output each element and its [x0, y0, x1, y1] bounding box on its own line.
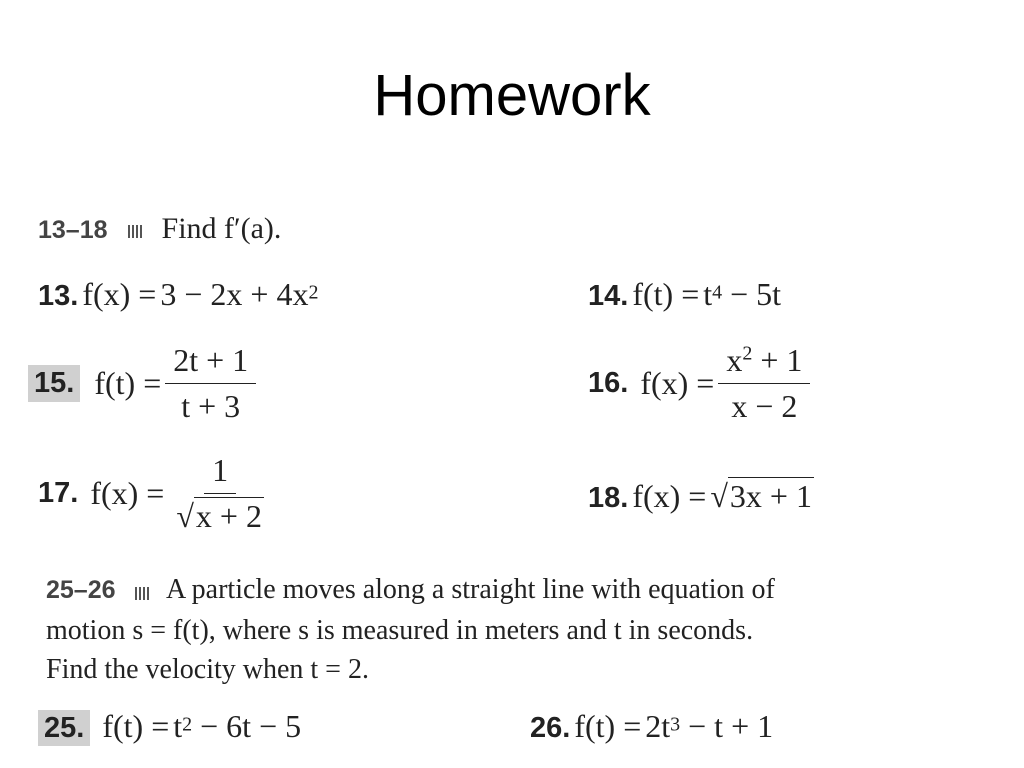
exponent: 3 [670, 713, 681, 736]
sqrt-icon: √ [176, 498, 194, 534]
denominator: x − 2 [731, 388, 798, 424]
problem-number: 17. [38, 477, 79, 509]
problem-lhs: f(x) = [640, 365, 715, 401]
problem-number: 26. [530, 712, 571, 744]
fraction [718, 342, 810, 425]
problem-expression: t [703, 276, 713, 312]
problem-expression: t [173, 708, 183, 744]
numerator-base: x [726, 342, 743, 378]
problem-expression-tail: − 6t − 5 [192, 708, 302, 744]
problem-number: 16. [588, 367, 629, 399]
problem-number-highlighted: 15. [28, 365, 80, 402]
problem-lhs: f(t) = [632, 276, 700, 312]
numerator: 1 [204, 452, 236, 494]
section-header-13-18 [38, 212, 281, 246]
section-instruction: Find f′(a). [161, 212, 282, 245]
problem-lhs: f(x) = [82, 276, 157, 312]
page-title: Homework [373, 63, 651, 128]
section-range: 25–26 [46, 576, 116, 604]
problem-lhs: f(x) = [632, 478, 707, 514]
problem-expression: 2t [645, 708, 671, 744]
problem-expression: 3 − 2x + 4x [160, 276, 309, 312]
fraction [165, 342, 256, 425]
section-range: 13–18 [38, 216, 108, 244]
exponent: 2 [182, 713, 193, 736]
problem-number: 14. [588, 280, 629, 312]
paragraph-line-1 [46, 570, 775, 611]
paragraph-text: A particle moves along a straight line with equation of [166, 574, 775, 605]
problem-expression-tail: − 5t [722, 276, 782, 312]
problem-18 [588, 478, 814, 515]
fraction [168, 452, 272, 535]
denominator: t + 3 [181, 388, 241, 424]
problem-expression-tail: − t + 1 [680, 708, 774, 744]
problem-lhs: f(t) = [94, 365, 162, 401]
problem-lhs: f(t) = [574, 708, 642, 744]
problem-number-highlighted: 25. [38, 710, 90, 746]
sqrt-icon: √ [710, 478, 728, 514]
problem-13 [38, 276, 318, 313]
exponent: 2 [742, 342, 753, 365]
problem-15 [34, 342, 260, 425]
section-header-25-26 [46, 570, 775, 689]
paragraph-line-3: Find the velocity when t = 2. [46, 654, 369, 686]
problem-number: 13. [38, 280, 79, 312]
problem-25 [44, 708, 301, 745]
problem-number: 18. [588, 482, 629, 514]
numerator-tail: + 1 [752, 342, 803, 378]
radicand: x + 2 [195, 498, 262, 534]
radicand: 3x + 1 [729, 478, 812, 514]
problem-14 [588, 276, 781, 313]
problem-26 [530, 708, 773, 745]
problem-lhs: f(x) = [90, 475, 165, 511]
exponent: 2 [308, 281, 319, 304]
problem-lhs: f(t) = [102, 708, 170, 744]
separator-bars-icon [135, 572, 151, 611]
problem-17 [38, 452, 276, 535]
numerator [718, 342, 810, 384]
problem-16 [588, 342, 814, 425]
exponent: 4 [712, 281, 723, 304]
denominator [168, 494, 272, 535]
paragraph-line-2: motion s = f(t), where s is measured in meters and t in seconds. [46, 615, 754, 647]
separator-bars-icon [128, 225, 144, 243]
numerator: 2t + 1 [165, 342, 256, 384]
